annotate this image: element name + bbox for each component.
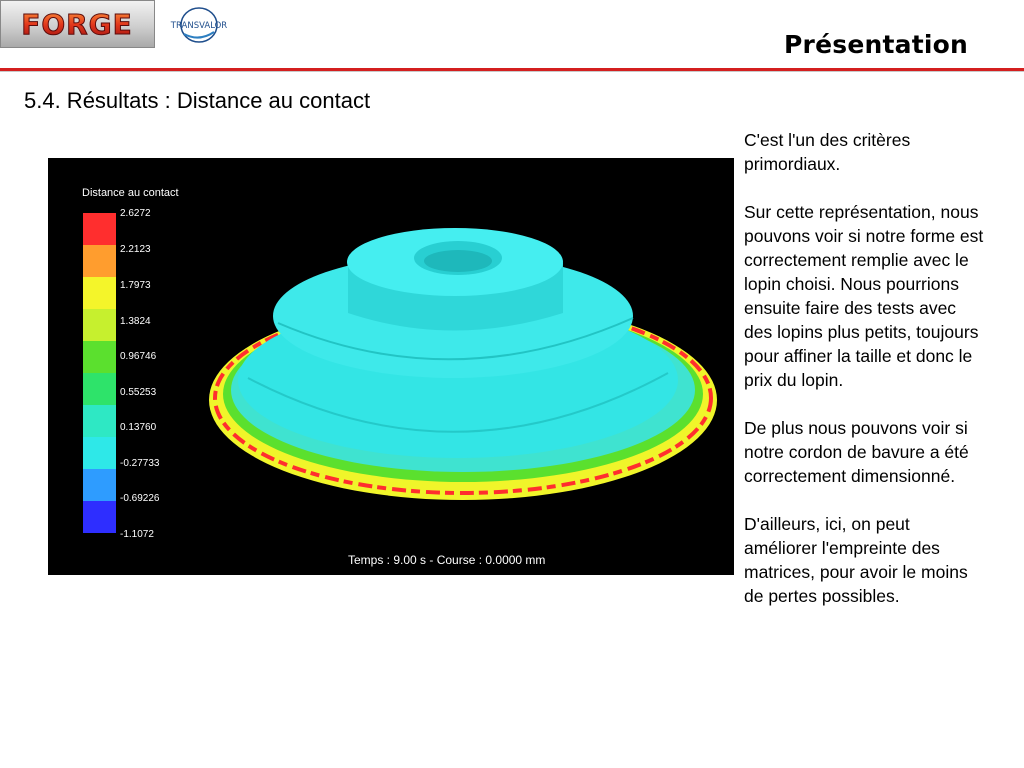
section-heading: 5.4. Résultats : Distance au contact xyxy=(24,88,371,113)
legend-value: 0.13760 xyxy=(120,422,157,433)
description-paragraph: C'est l'un des critères primordiaux. xyxy=(744,130,911,174)
legend-swatch xyxy=(83,213,116,245)
description-paragraph: De plus nous pouvons voir si notre cordon de bavure a été correctement dimensionné. xyxy=(744,418,969,486)
legend-swatch xyxy=(83,437,116,469)
forged-part-render xyxy=(48,158,734,575)
description-text xyxy=(744,128,984,632)
legend-swatch xyxy=(83,373,116,405)
legend-value: 0.96746 xyxy=(120,351,157,362)
legend-value: 1.3824 xyxy=(120,316,151,327)
color-scale-legend xyxy=(83,213,116,533)
legend-value: 1.7973 xyxy=(120,280,151,291)
page-title: Présentation xyxy=(784,30,968,59)
legend-value: 2.6272 xyxy=(120,208,151,219)
legend-swatch xyxy=(83,469,116,501)
transvalor-text: TRANSVALOR xyxy=(170,21,228,31)
legend-swatch xyxy=(83,277,116,309)
legend-value: -0.69226 xyxy=(120,493,160,504)
legend-swatch xyxy=(83,245,116,277)
legend-value: 0.55253 xyxy=(120,387,157,398)
legend-swatch xyxy=(83,341,116,373)
simulation-view xyxy=(48,158,734,575)
forge-logo-text: FORGE xyxy=(21,8,133,41)
simulation-time-readout: Temps : 9.00 s - Course : 0.0000 mm xyxy=(348,553,546,567)
transvalor-logo xyxy=(156,4,242,46)
description-paragraph: Sur cette représentation, nous pouvons voir si notre forme est correctement remplie avec le lopin choisi. Nous pourrions ensuite faire des tests avec des lopins plus petits, toujours pour affiner la taille et donc le prix du lopin. xyxy=(744,202,984,390)
legend-swatch xyxy=(83,501,116,533)
legend-swatch xyxy=(83,405,116,437)
forge-logo-wordmark xyxy=(5,7,150,41)
legend-value: -0.27733 xyxy=(120,458,160,469)
legend-title: Distance au contact xyxy=(82,187,179,199)
header-divider-shadow xyxy=(0,71,1024,72)
legend-value: -1.1072 xyxy=(120,529,154,540)
legend-value: 2.2123 xyxy=(120,244,151,255)
forge-logo xyxy=(0,0,155,48)
legend-swatch xyxy=(83,309,116,341)
part-boss-hole-inner xyxy=(424,250,492,272)
description-paragraph: D'ailleurs, ici, on peut améliorer l'empreinte des matrices, pour avoir le moins de pertes possibles. xyxy=(744,514,968,606)
